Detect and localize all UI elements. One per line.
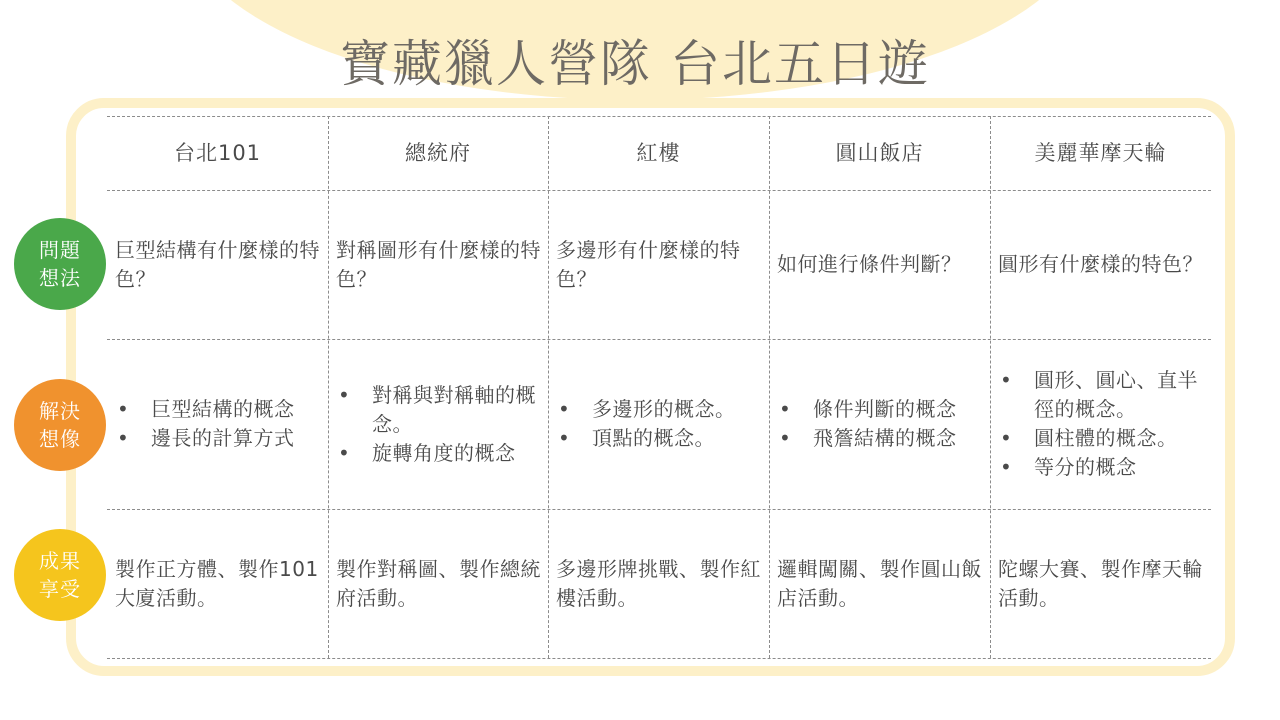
cell-text: 製作正方體、製作101大廈活動。 — [115, 556, 319, 610]
row-label-text: 成果享受 — [39, 549, 81, 601]
bullet-item: • 多邊形的概念。 — [556, 395, 765, 424]
cell-text: 製作對稱圖、製作總統府活動。 — [336, 556, 541, 610]
row-label-question — [14, 218, 106, 310]
bullet-item: • 等分的概念 — [998, 453, 1207, 482]
bullet-list — [336, 381, 544, 468]
cell-text: 如何進行條件判斷？ — [777, 252, 962, 276]
column-header: 紅樓 — [636, 140, 681, 165]
row-label-solution — [14, 379, 106, 471]
cell-text: 多邊形有什麼樣的特色？ — [556, 237, 741, 291]
question-cell — [107, 190, 328, 339]
column-header: 圓山飯店 — [835, 140, 924, 165]
solution-cell — [548, 339, 769, 509]
bullet-item: • 旋轉角度的概念 — [336, 439, 544, 468]
cell-text: 陀螺大賽、製作摩天輪活動。 — [998, 556, 1203, 610]
result-cell — [769, 509, 990, 658]
row-label-text: 解決想像 — [39, 399, 81, 451]
bullet-list — [556, 395, 765, 453]
solution-cell — [769, 339, 990, 509]
bullet-list — [115, 395, 324, 453]
bullet-item: • 條件判斷的概念 — [777, 395, 986, 424]
cell-text: 多邊形牌挑戰、製作紅樓活動。 — [556, 556, 761, 610]
bullet-item: • 圓形、圓心、直半徑的概念。 — [998, 366, 1207, 424]
question-cell — [769, 190, 990, 339]
cell-text: 巨型結構有什麼樣的特色？ — [115, 237, 320, 291]
cell-text: 對稱圖形有什麼樣的特色？ — [336, 237, 541, 291]
question-cell — [328, 190, 548, 339]
question-cell — [548, 190, 769, 339]
result-cell — [990, 509, 1211, 658]
cell-text: 邏輯闖關、製作圓山飯店活動。 — [777, 556, 982, 610]
solution-cell — [107, 339, 328, 509]
solution-cell — [990, 339, 1211, 509]
cell-text: 圓形有什麼樣的特色？ — [998, 252, 1203, 276]
row-label-text: 問題想法 — [39, 238, 81, 290]
column-header: 總統府 — [405, 140, 471, 165]
bullet-list — [777, 395, 986, 453]
bullet-item: • 飛簷結構的概念 — [777, 424, 986, 453]
column-header: 美麗華摩天輪 — [1034, 140, 1167, 165]
bullet-list — [998, 366, 1207, 482]
slide-title: 寶藏獵人營隊 台北五日遊 — [340, 35, 930, 93]
question-cell — [990, 190, 1211, 339]
bullet-item: • 邊長的計算方式 — [115, 424, 324, 453]
itinerary-table — [107, 116, 1211, 658]
result-cell — [328, 509, 548, 658]
table-row-divider — [107, 658, 1211, 659]
row-label-result — [14, 529, 106, 621]
result-cell — [548, 509, 769, 658]
bullet-item: • 巨型結構的概念 — [115, 395, 324, 424]
bullet-item: • 頂點的概念。 — [556, 424, 765, 453]
result-cell — [107, 509, 328, 658]
bullet-item: • 圓柱體的概念。 — [998, 424, 1207, 453]
solution-cell — [328, 339, 548, 509]
column-header: 台北101 — [173, 140, 262, 165]
bullet-item: • 對稱與對稱軸的概念。 — [336, 381, 544, 439]
